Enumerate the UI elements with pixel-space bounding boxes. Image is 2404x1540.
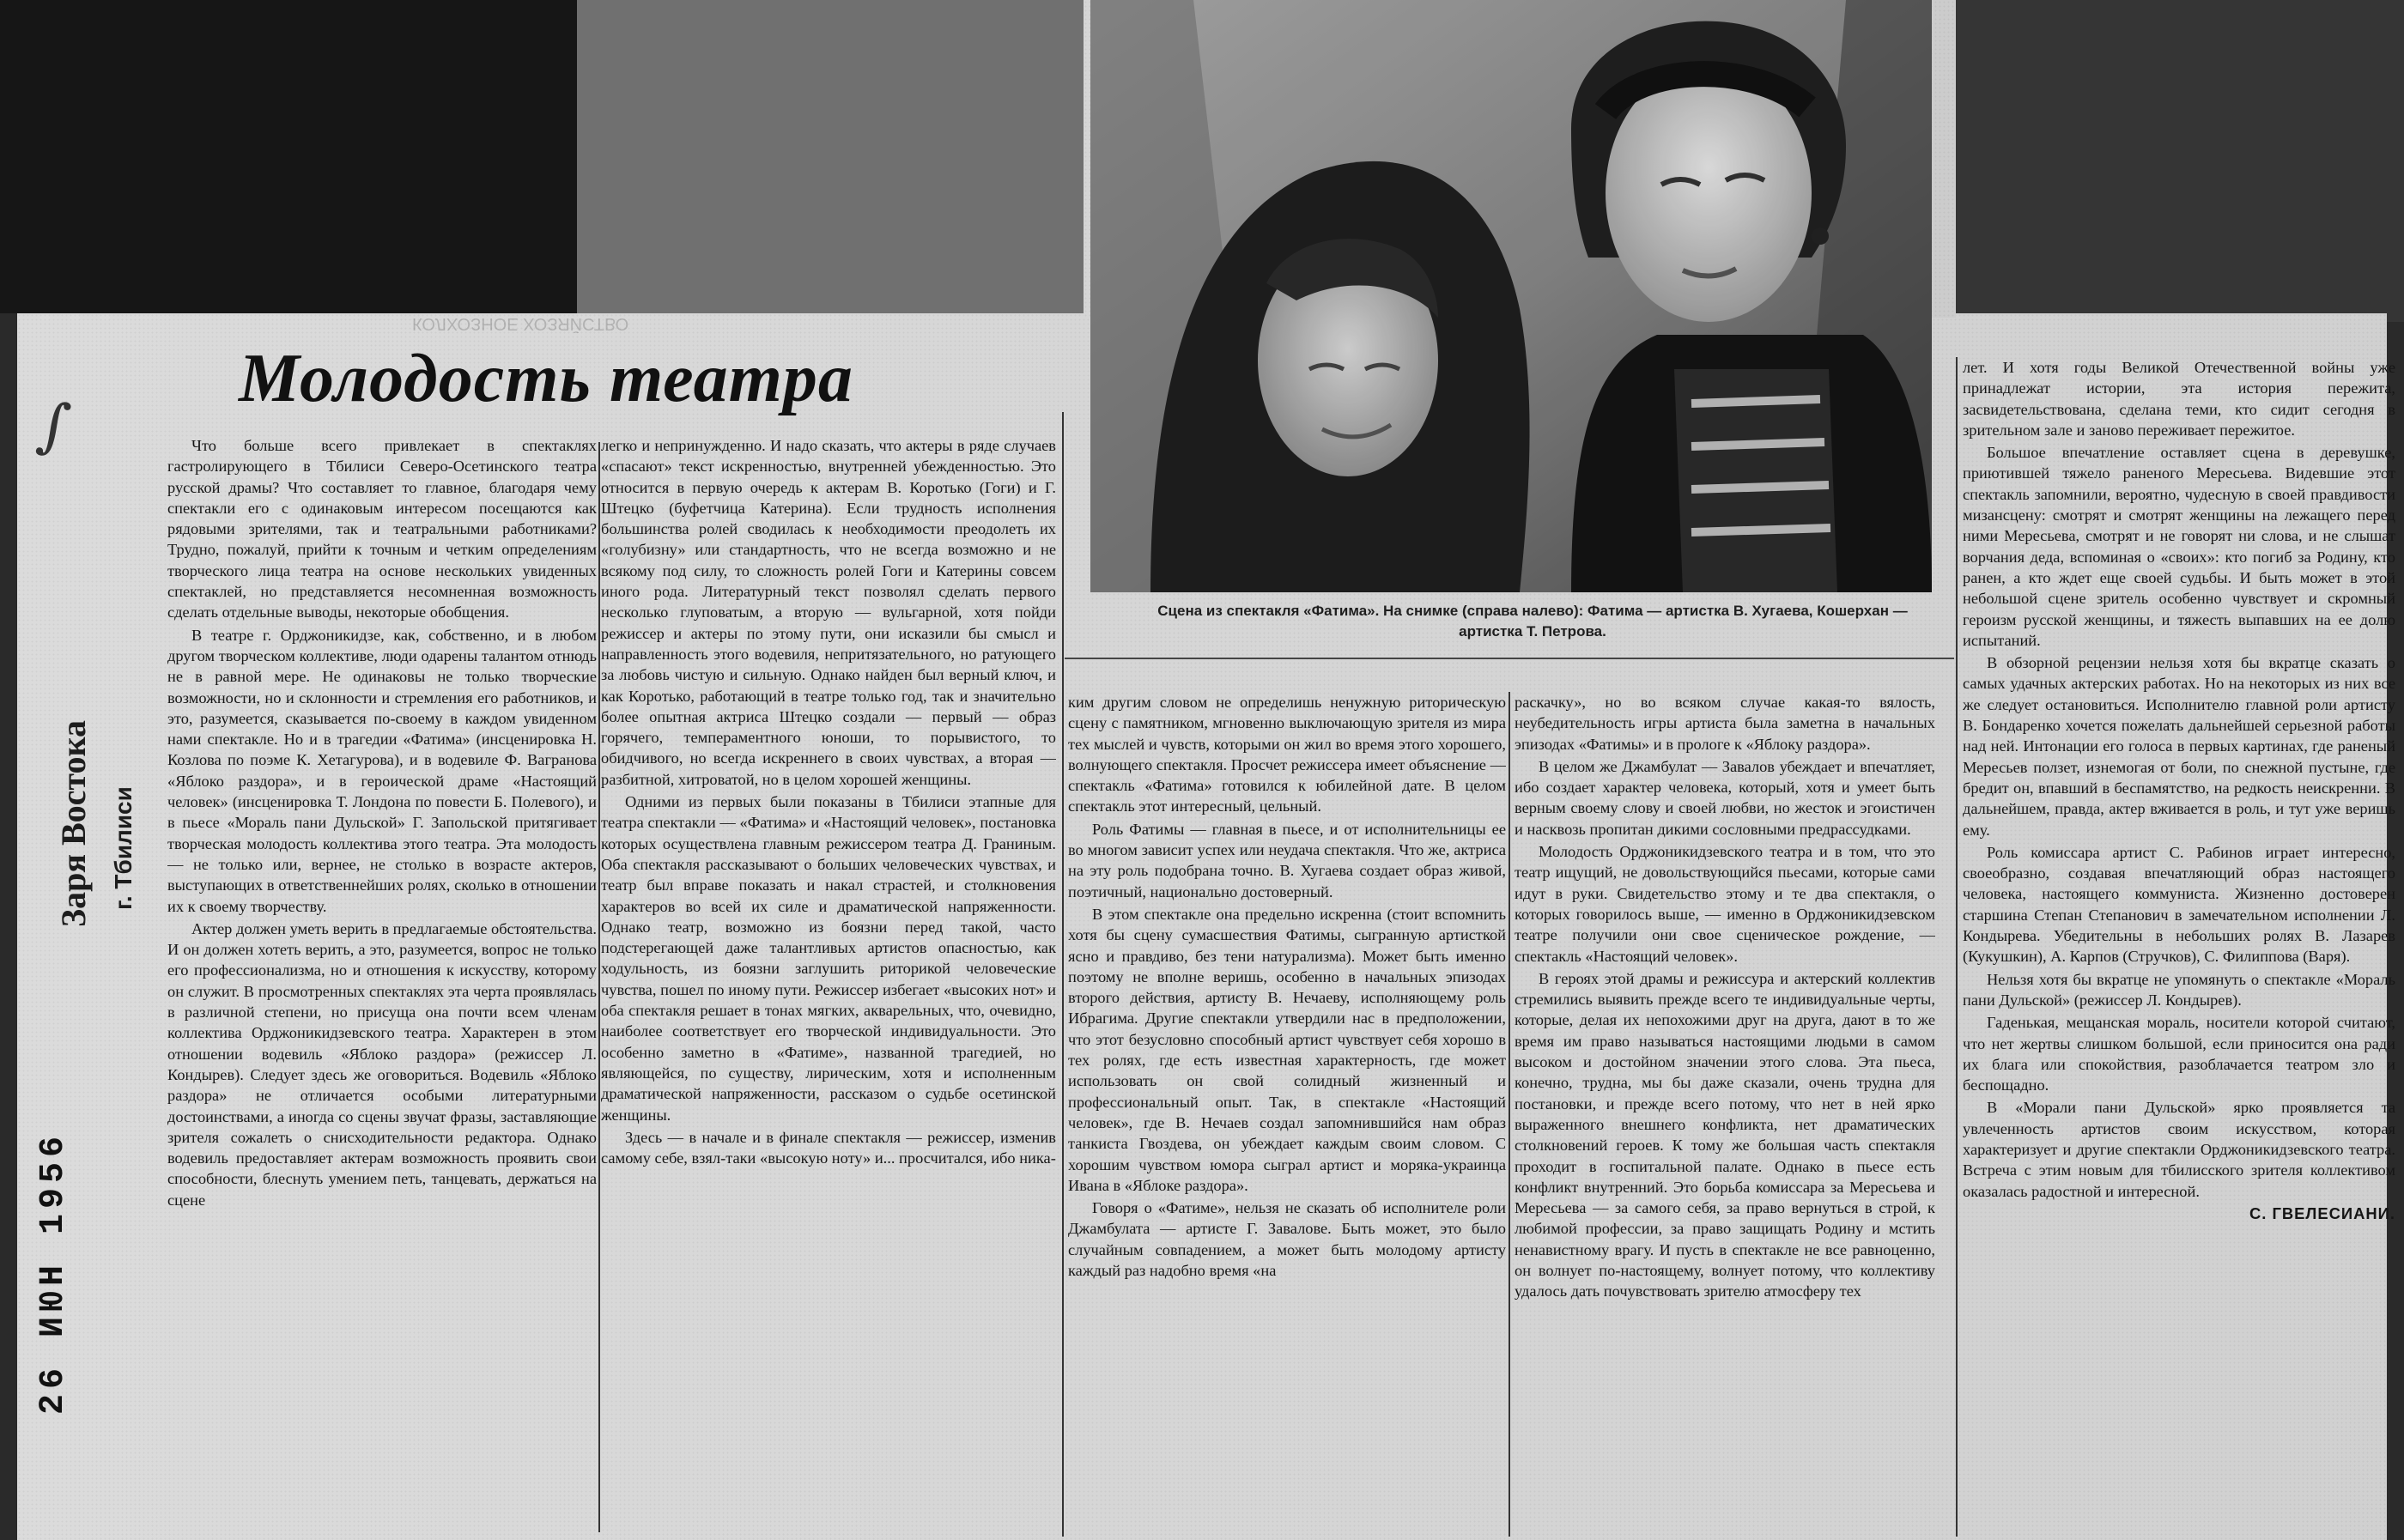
paragraph: В театре г. Орджоникидзе, как, собственно, и в любом другом творческом коллективе, люди одарены талантом отнюдь не в равной мере. Не одинаковы не только творческие возможности, но и склонности и стремления его работников, и это, разумеется, сказывается по-своему в каждом увиденном нами спектакле. Но и в трагедии «Фатима» (инсценировка Н. Козлова по поэме К. Хетагурова), и в водевиле Ф. Вагранова «Яблоко раздора», и в героической драме «Настоящий человек» (инсценировка Т. Лондона по повести Б. Полевого), и в пьесе «Мораль пани Дульской» Г. Запольской притягивает творческая молодость коллектива этого театра. Эта молодость — не только или, вернее, не столько в возрасте актеров, выступающих в ответственнейших ролях, сколько в отношении их к своему творчеству.: [167, 626, 597, 915]
paragraph: В «Морали пани Дульской» ярко проявляется та увлеченность артистов своим искусством, которая характеризует и другие спектакли Орджоникидзевского театра. Встреча с этим новым для тбилисского зрителя коллективом оказалась радостной и интересной.: [1963, 1099, 2395, 1200]
paragraph: ким другим словом не определишь ненужную риторическую сцену с памятником, мгновенно выключающую зрителя из мира тех мыслей и чувств, которыми он жил во время этого хорошего, волнующего спектакля. Просчет режиссера имеет объяснение — спектакль «Фатима» готовился к юбилейной дате. В целом спектакль этот интересный, цельный.: [1068, 694, 1506, 815]
article-column-4: [1515, 692, 1935, 1537]
paragraph: Нельзя хотя бы вкратце не упомянуть о спектакле «Мораль пани Дульской» (режиссер Л. Кондырев).: [1963, 970, 2395, 1009]
paragraph: Говоря о «Фатиме», нельзя не сказать об исполнителе роли Джамбулата — артисте Г. Завалове. Быть может, это было случайным совпадением, а может быть молодому артисту каждый раз надобно время «на: [1068, 1199, 1506, 1280]
article-column-5: [1963, 357, 2395, 1537]
photo-caption: Сцена из спектакля «Фатима». На снимке (справа налево): Фатима — артистка В. Хугаева, Кошерхан — артистка Т. Петрова.: [1157, 603, 1908, 640]
paragraph: В этом спектакле она предельно искренна (стоит вспомнить хотя бы сцену сумасшествия Фатимы, сыгранную артисткой ясно и правдиво, без тени натурализма). Может быть именно поэтому не вполне веришь, особенно в начальных эпизодах второго действия, артисту В. Нечаеву, исполняющему роль Ибрагима. Другие спектакли утвердили нас в предположении, что этот безусловно способный артист чувствует себя хорошо в тех ролях, где есть известная характерность, где может использовать он свой солидный жизненный и профессиональный опыт. Так, в спектакле «Настоящий человек», где В. Нечаев создал запомнившийся нам образ танкиста Гвоздева, он убеждает каждым своим словом. С хорошим чувством юмора сыграл артист и моряка-украинца Ивана в «Яблоке раздора».: [1068, 905, 1506, 1194]
paragraph: Одними из первых были показаны в Тбилиси этапные для театра спектакли — «Фатима» и «Настоящий человек», постановка которых осуществлена главным режиссером театра Д. Граниным. Оба спектакля рассказывают о больших человеческих чувствах, и театр был вправе показать и накал страстей, и столкновения характеров во всей их силе и драматической напряженности. Однако театр, возможно из боязни перед такой, часто подстерегающей даже талантливых артистов опасностью, как ходульность, из боязни заглушить риторикой человеческие чувства, пошел по иному пути. Режиссер избегает «высоких нот» и оба спектакля решает в тонах мягких, акварельных, что, очевидно, наиболее соответствует его творческой индивидуальности. Это особенно заметно в «Фатиме», названной трагедией, но являющейся, по существу, лирическим, хотя и исполненным драматической напряженности, рассказом о судьбе осетинской женщины.: [601, 793, 1056, 1124]
paragraph: В целом же Джамбулат — Завалов убеждает и впечатляет, ибо создает характер человека, который, хотя и умеет быть верным своему слову и своей любви, но жесток и эгоистичен и насквозь пропитан дикими сословными предрассудками.: [1515, 757, 1935, 838]
article-photo: [1090, 0, 1932, 592]
background-grey: [577, 0, 1092, 313]
pencil-mark: ∫: [33, 388, 75, 463]
article-column-2: [601, 435, 1056, 1534]
paragraph: Большое впечатление оставляет сцена в деревушке, приютившей тяжело раненого Мересьева. Видевшие этот спектакль запомнили, вероятно, чудесную в своей правдивости мизансцену: смотрят и смотрят женщины на лежащего перед ними Мересьева, смотрят и не говорят ни слова, и не слышат ворчания деда, вспоминая о «своих»: кто погиб за Родину, кто ранен, а кто ждет еще своей судьбы. И быть может в этой небольшой сцене зритель особенно чувствует и скромный героизм русской женщины, и тяжесть выпавших на ее долю испытаний.: [1963, 444, 2395, 649]
column-divider: [1956, 357, 1958, 1537]
paragraph: Роль Фатимы — главная в пьесе, и от исполнительницы ее во многом зависит успех или неудача спектакля. Что же, актриса на эту роль подобрана точно. В. Хугаева создает образ живой, поэтичный, национально достоверный.: [1068, 820, 1506, 900]
paragraph: Что больше всего привлекает в спектаклях гастролирующего в Тбилиси Северо-Осетинского театра русской драмы? Что составляет то главное, благодаря чему спектакли его с одинаковым интересом посещаются как рядовыми зрителями, так и театральными работниками? Трудно, пожалуй, прийти к точным и четким определениям творческого лица театра на основе нескольких увиденных спектаклей, но представляется несомненная возможность сделать отдельные выводы, некоторые обобщения.: [167, 437, 597, 621]
paragraph: Молодость Орджоникидзевского театра и в том, что это театр ищущий, не довольствующийся пьесами, которые сами идут в руки. Свидетельство этому и те два спектакля, о которых говорилось выше, — именно в Орджоникидзевском театре получили они свое сценическое рождение, — спектакль «Настоящий человек».: [1515, 843, 1935, 965]
caption-divider: [1065, 658, 1954, 659]
newspaper-city: г. Тбилиси: [110, 786, 137, 910]
article-column-3: [1068, 692, 1506, 1537]
column-divider: [1062, 412, 1064, 1537]
paragraph: раскачку», но во всяком случае какая-то вялость, неубедительность игры артиста была заметна в начальных эпизодах «Фатимы» и в прологе к «Яблоку раздора».: [1515, 694, 1935, 753]
newspaper-name: Заря Востока: [54, 720, 93, 927]
paragraph: Роль комиссара артист С. Рабинов играет интересно, своеобразно, создавая впечатляющий образ настоящего человека, настоящего коммуниста. Жизненно достоверен старшина Степан Степанович в замечательном исполнении Л. Кондырева. Убедительны в небольших ролях В. Лазарев (Кукушкин), А. Карпов (Стручков), С. Филиппова (Варя).: [1963, 843, 2395, 966]
paragraph: лет. И хотя годы Великой Отечественной войны уже принадлежат истории, эта история пережита, засвидетельствована, сделана теми, кто сидит сегодня в зрительном зале и заново переживает пережитое.: [1963, 359, 2395, 439]
background-dark-right: [1911, 0, 2404, 322]
paragraph: В обзорной рецензии нельзя хотя бы вкратце сказать о самых удачных актерских работах. Но на некоторых из них все же следует остановиться. Исполнителю главной роли артисту В. Бондаренко хочется пожелать дальнейшей серьезной работы над ней. Интонации его голоса в первых картинах, где раненый Мересьев ползет, изнемогая от боли, по снежной пустыне, где бредит он, впавший в беспамятство, на редкость неискренни. В дальнейшем, правда, актер вживается в роль, и тут уже веришь ему.: [1963, 654, 2395, 839]
column-divider: [598, 442, 600, 1532]
photo-image: [1090, 0, 1932, 592]
bleed-through-heading: КОЛХОЗНОЕ ХОЗЯЙСТВО: [412, 314, 629, 333]
article-headline: Молодость театра: [239, 341, 853, 416]
background-dark-left: [0, 0, 577, 313]
paragraph: легко и непринужденно. И надо сказать, что актеры в ряде случаев «спасают» текст искренностью, внутренней убежденностью. Это относится в первую очередь к актерам В. Коротько (Гоги) и Г. Штецко (буфетчица Катерина). Если трудность исполнения большинства ролей сводилась к необходимости преодолеть их «голубизну» или стандартность, что не всегда возможно и не всякому под силу, то сложность ролей Гоги и Катерины совсем иного рода. Литературный текст позволял сделать первого несколько глуповатым, а вторую — вульгарной, хотя пойди режиссер и актеры по этому пути, они исказили бы смысл и направленность этого водевиля, непритязательного, но ратующего за любовь чистую и сильную. Однако найден был верный ключ, и как Коротько, работающий в театре только год, так и значительно более опытная актриса Штецко создали — первый — образ горячего, темпераментного юноши, то порывистого, то обидчивого, но всегда искреннего в своих чувствах, а вторая — разбитной, хитроватой, но в целом хорошей женщины.: [601, 437, 1056, 788]
paragraph: Актер должен уметь верить в предлагаемые обстоятельства. И он должен хотеть верить, а это, разумеется, вопрос не только его профессионализма, но и отношения к искусству, которому он служит. В просмотренных спектаклях эта черта проявлялась в различной степени, но присуща она почти всем членам коллектива Орджоникидзевского театра. Характерен в этом отношении водевиль «Яблоко раздора» (режиссер Л. Кондырев). Следует здесь же оговориться. Водевиль «Яблоко раздора» не отличается особыми литературными достоинствами, а иногда со сцены звучат фразы, заставляющие зрителя сожалеть о снисходительности редактора. Однако водевиль предоставляет актерам возможность проявить свои способности, блеснуть умением петь, танцевать, держаться на сцене: [167, 919, 597, 1209]
paragraph: Гаденькая, мещанская мораль, носители которой считают, что нет жертвы слишком большой, если приносится она ради их блага или спокойствия, разоблачается театром зло и беспощадно.: [1963, 1014, 2395, 1094]
article-column-1: [167, 435, 597, 1534]
date-stamp: 26 ИЮН 1956: [34, 1131, 73, 1415]
author-signature: С. ГВЕЛЕСИАНИ.: [2249, 1204, 2395, 1222]
paragraph: Здесь — в начале и в финале спектакля — режиссер, изменив самому себе, взял-таки «высокую ноту» и... просчитался, ибо ника-: [601, 1128, 1056, 1167]
column-divider: [1509, 692, 1510, 1537]
paragraph: В героях этой драмы и режиссура и актерский коллектив стремились выявить прежде всего те индивидуальные черты, которые, делая их непохожими друг на друга, дают в то же время им право называться настоящими людьми в самом высоком и достойном значении этого слова. Эта пьеса, конечно, трудна, мы бы даже сказали, очень трудна для постановки, и прежде всего потому, что нет в ней ярко выраженного внешнего конфликта, нет драматических столкновений героев. К тому же большая часть спектакля проходит в госпитальной палате. Однако в пьесе есть конфликт внутренний. Это борьба комиссара за Мересьева и Мересьева — за самого себя, за право вернуться в строй, к любимой профессии, за право защищать Родину и мстить ненавистному врагу. И пусть в спектакле не все равноценно, он волнует по-настоящему, волнует потому, что коллективу удалось дать почувствовать зрителю атмосферу тех: [1515, 969, 1935, 1301]
